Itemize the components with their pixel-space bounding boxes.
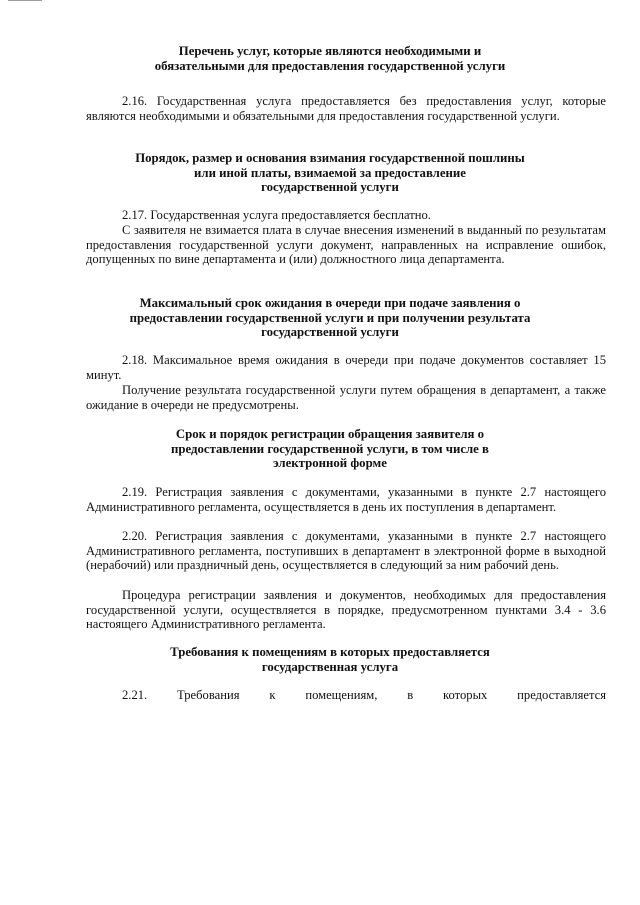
heading-line: Требования к помещениям в которых предоставляется — [170, 645, 490, 659]
paragraph-2-19: 2.19. Регистрация заявления с документами, указанными в пункте 2.7 настоящего Административного регламента, осуществляется в день их поступления в департамент. — [86, 485, 606, 514]
scan-edge-line — [8, 0, 42, 1]
paragraph-2-16: 2.16. Государственная услуга предоставляется без предоставления услуг, которые являются необходимыми и обязательными для предоставления государственной услуги. — [86, 94, 606, 123]
heading-line: обязательными для предоставления государственной услуги — [154, 58, 506, 73]
section-heading-premises — [70, 645, 590, 674]
heading-line: или иной платы, взимаемой за предоставление — [194, 165, 466, 180]
paragraph-registration-procedure: Процедура регистрации заявления и документов, необходимых для предоставления государственной услуги, осуществляется в порядке, предусмотренном пунктами 3.4 - 3.6 настоящего Административного регламента. — [86, 588, 606, 632]
paragraph-2-21: 2.21. Требования к помещениям, в которых предоставляется — [122, 688, 606, 702]
paragraph-2-20: 2.20. Регистрация заявления с документами, указанными в пункте 2.7 настоящего Административного регламента, поступивших в департамент в электронной форме в выходной (нерабочий) или праздничный день, осуществляется в следующий за ним рабочий день. — [86, 529, 606, 573]
heading-line: Срок и порядок регистрации обращения заявителя о — [175, 427, 485, 441]
section-heading-state-fee — [70, 151, 590, 195]
paragraph-2-17: 2.17. Государственная услуга предоставляется бесплатно. — [122, 208, 431, 222]
section-heading-registration — [70, 427, 590, 471]
paragraph-2-18: 2.18. Максимальное время ожидания в очереди при подаче документов составляет 15 минут. — [86, 353, 606, 382]
section-heading-queue-time — [70, 296, 590, 340]
paragraph-2-17-fee-note: С заявителя не взимается плата в случае внесения изменений в выданный по результатам предоставления государственной услуги документ, направленных на исправление ошибок, допущенных по вине департамента и (или) должностного лица департамента. — [86, 223, 606, 267]
heading-line: государственной услуги — [261, 325, 399, 340]
heading-line: Максимальный срок ожидания в очереди при подаче заявления о — [139, 296, 521, 310]
heading-line: предоставлении государственной услуги и при получении результата — [129, 310, 531, 325]
paragraph-2-18-result: Получение результата государственной услуги путем обращения в департамент, а также ожидание в очереди не предусмотрены. — [86, 383, 606, 412]
heading-line: Перечень услуг, которые являются необходимыми и — [178, 44, 482, 58]
heading-line: государственная услуга — [261, 659, 399, 674]
heading-line: электронной форме — [273, 456, 387, 471]
heading-line: предоставлении государственной услуги, в том числе в — [171, 441, 489, 456]
section-heading-required-services — [70, 44, 590, 73]
heading-line: Порядок, размер и основания взимания государственной пошлины — [135, 151, 525, 165]
heading-line: государственной услуги — [261, 180, 399, 195]
